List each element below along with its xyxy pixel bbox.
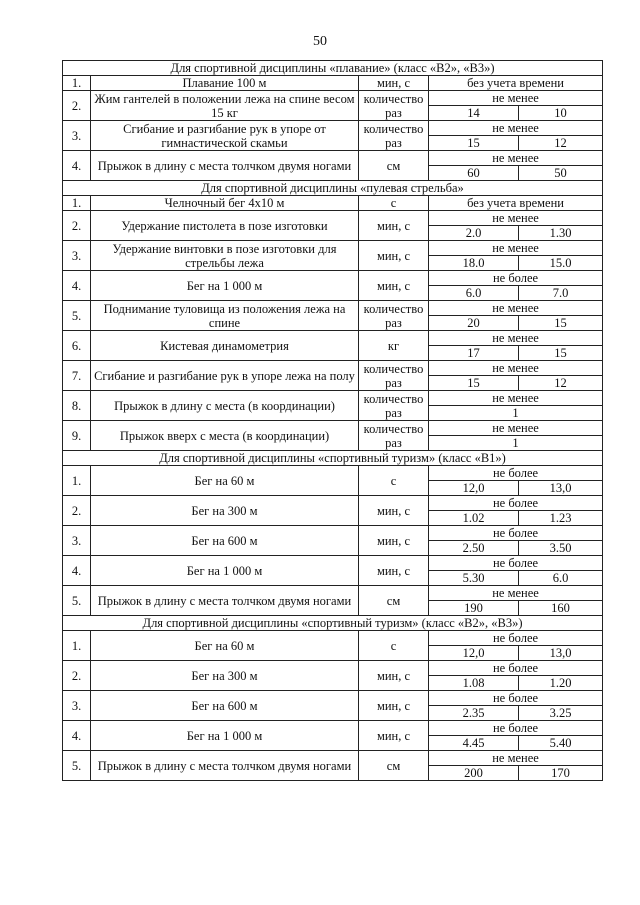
unit-cell: мин, с — [359, 691, 429, 721]
condition-cell: не менее — [429, 421, 603, 436]
condition-cell: не менее — [429, 151, 603, 166]
table-row — [63, 721, 603, 736]
unit-cell: мин, с — [359, 241, 429, 271]
value-cell-a: 2.50 — [429, 541, 519, 556]
exercise-name: Сгибание и разгибание рук в упоре от гимнастической скамьи — [91, 121, 359, 151]
value-cell-b: 15.0 — [519, 256, 603, 271]
value-cell-b: 5.40 — [519, 736, 603, 751]
row-number: 8. — [63, 391, 91, 421]
table-row — [63, 421, 603, 436]
value-cell-a: 20 — [429, 316, 519, 331]
table-row — [63, 91, 603, 106]
condition-cell: не более — [429, 721, 603, 736]
value-cell-a: 2.35 — [429, 706, 519, 721]
unit-cell: мин, с — [359, 211, 429, 241]
unit-cell: мин, с — [359, 76, 429, 91]
row-number: 6. — [63, 331, 91, 361]
row-number: 2. — [63, 211, 91, 241]
value-cell-a: 12,0 — [429, 646, 519, 661]
unit-cell: мин, с — [359, 526, 429, 556]
table-row — [63, 556, 603, 571]
condition-cell: не менее — [429, 211, 603, 226]
exercise-name: Бег на 300 м — [91, 496, 359, 526]
value-cell-b: 12 — [519, 136, 603, 151]
unit-cell: количество раз — [359, 421, 429, 451]
table-row — [63, 271, 603, 286]
standard-cell: без учета времени — [429, 196, 603, 211]
row-number: 3. — [63, 526, 91, 556]
row-number: 4. — [63, 271, 91, 301]
row-number: 1. — [63, 196, 91, 211]
table-row — [63, 391, 603, 406]
exercise-name: Бег на 60 м — [91, 631, 359, 661]
value-cell-a: 5.30 — [429, 571, 519, 586]
table-row — [63, 76, 603, 91]
exercise-name: Удержание пистолета в позе изготовки — [91, 211, 359, 241]
section-title: Для спортивной дисциплины «спортивный туризм» (класс «В1») — [63, 451, 603, 466]
condition-cell: не менее — [429, 391, 603, 406]
table-row — [63, 496, 603, 511]
condition-cell: не более — [429, 556, 603, 571]
row-number: 5. — [63, 301, 91, 331]
unit-cell: с — [359, 196, 429, 211]
condition-cell: не менее — [429, 121, 603, 136]
condition-cell: не менее — [429, 91, 603, 106]
unit-cell: см — [359, 586, 429, 616]
section-header-row — [63, 61, 603, 76]
exercise-name: Бег на 600 м — [91, 691, 359, 721]
value-cell-a: 1.02 — [429, 511, 519, 526]
standard-cell: без учета времени — [429, 76, 603, 91]
section-header-row — [63, 616, 603, 631]
unit-cell: мин, с — [359, 556, 429, 586]
value-cell-b: 12 — [519, 376, 603, 391]
exercise-name: Прыжок в длину с места (в координации) — [91, 391, 359, 421]
table-row — [63, 526, 603, 541]
row-number: 3. — [63, 241, 91, 271]
value-cell-a: 4.45 — [429, 736, 519, 751]
row-number: 1. — [63, 466, 91, 496]
condition-cell: не менее — [429, 301, 603, 316]
table-row — [63, 661, 603, 676]
value-cell: 1 — [429, 406, 603, 421]
condition-cell: не менее — [429, 331, 603, 346]
exercise-name: Жим гантелей в положении лежа на спине весом 15 кг — [91, 91, 359, 121]
unit-cell: количество раз — [359, 91, 429, 121]
value-cell-b: 15 — [519, 316, 603, 331]
condition-cell: не более — [429, 631, 603, 646]
exercise-name: Бег на 1 000 м — [91, 271, 359, 301]
unit-cell: с — [359, 631, 429, 661]
table-row — [63, 211, 603, 226]
value-cell-a: 190 — [429, 601, 519, 616]
unit-cell: см — [359, 751, 429, 781]
row-number: 2. — [63, 496, 91, 526]
exercise-name: Бег на 1 000 м — [91, 721, 359, 751]
value-cell-a: 1.08 — [429, 676, 519, 691]
section-title: Для спортивной дисциплины «спортивный туризм» (класс «В2», «В3») — [63, 616, 603, 631]
exercise-name: Прыжок в длину с места толчком двумя ногами — [91, 586, 359, 616]
unit-cell: количество раз — [359, 301, 429, 331]
condition-cell: не более — [429, 466, 603, 481]
value-cell-a: 15 — [429, 376, 519, 391]
value-cell-b: 3.25 — [519, 706, 603, 721]
unit-cell: с — [359, 466, 429, 496]
section-title: Для спортивной дисциплины «плавание» (класс «В2», «В3») — [63, 61, 603, 76]
exercise-name: Прыжок вверх с места (в координации) — [91, 421, 359, 451]
value-cell-b: 1.30 — [519, 226, 603, 241]
row-number: 5. — [63, 586, 91, 616]
row-number: 7. — [63, 361, 91, 391]
value-cell-a: 18.0 — [429, 256, 519, 271]
exercise-name: Кистевая динамометрия — [91, 331, 359, 361]
condition-cell: не более — [429, 661, 603, 676]
table-row — [63, 631, 603, 646]
value-cell-b: 6.0 — [519, 571, 603, 586]
page-number: 50 — [313, 34, 327, 49]
unit-cell: количество раз — [359, 361, 429, 391]
value-cell-a: 60 — [429, 166, 519, 181]
table-row — [63, 466, 603, 481]
exercise-name: Прыжок в длину с места толчком двумя ногами — [91, 751, 359, 781]
row-number: 4. — [63, 721, 91, 751]
table-row — [63, 301, 603, 316]
row-number: 2. — [63, 91, 91, 121]
value-cell-a: 6.0 — [429, 286, 519, 301]
table-row — [63, 751, 603, 766]
condition-cell: не более — [429, 526, 603, 541]
unit-cell: мин, с — [359, 661, 429, 691]
exercise-name: Удержание винтовки в позе изготовки для стрельбы лежа — [91, 241, 359, 271]
row-number: 3. — [63, 691, 91, 721]
exercise-name: Бег на 300 м — [91, 661, 359, 691]
row-number: 4. — [63, 151, 91, 181]
exercise-name: Бег на 60 м — [91, 466, 359, 496]
value-cell-b: 1.20 — [519, 676, 603, 691]
value-cell: 1 — [429, 436, 603, 451]
unit-cell: мин, с — [359, 496, 429, 526]
unit-cell: мин, с — [359, 721, 429, 751]
value-cell-b: 160 — [519, 601, 603, 616]
value-cell-a: 17 — [429, 346, 519, 361]
table-row — [63, 151, 603, 166]
exercise-name: Челночный бег 4х10 м — [91, 196, 359, 211]
value-cell-b: 3.50 — [519, 541, 603, 556]
condition-cell: не менее — [429, 586, 603, 601]
exercise-name: Поднимание туловища из положения лежа на спине — [91, 301, 359, 331]
exercise-name: Бег на 1 000 м — [91, 556, 359, 586]
row-number: 1. — [63, 631, 91, 661]
row-number: 5. — [63, 751, 91, 781]
table-row — [63, 121, 603, 136]
value-cell-a: 14 — [429, 106, 519, 121]
exercise-name: Сгибание и разгибание рук в упоре лежа на полу — [91, 361, 359, 391]
row-number: 9. — [63, 421, 91, 451]
value-cell-b: 15 — [519, 346, 603, 361]
section-title: Для спортивной дисциплины «пулевая стрельба» — [63, 181, 603, 196]
row-number: 1. — [63, 76, 91, 91]
value-cell-b: 170 — [519, 766, 603, 781]
unit-cell: количество раз — [359, 121, 429, 151]
condition-cell: не более — [429, 271, 603, 286]
exercise-name: Прыжок в длину с места толчком двумя ногами — [91, 151, 359, 181]
condition-cell: не менее — [429, 241, 603, 256]
table-row — [63, 361, 603, 376]
table-row — [63, 586, 603, 601]
table-row — [63, 241, 603, 256]
unit-cell: мин, с — [359, 271, 429, 301]
condition-cell: не менее — [429, 361, 603, 376]
value-cell-a: 2.0 — [429, 226, 519, 241]
standards-table — [62, 60, 603, 781]
exercise-name: Бег на 600 м — [91, 526, 359, 556]
value-cell-b: 13,0 — [519, 646, 603, 661]
value-cell-a: 12,0 — [429, 481, 519, 496]
value-cell-b: 1.23 — [519, 511, 603, 526]
condition-cell: не более — [429, 691, 603, 706]
value-cell-a: 200 — [429, 766, 519, 781]
section-header-row — [63, 451, 603, 466]
value-cell-b: 10 — [519, 106, 603, 121]
value-cell-b: 50 — [519, 166, 603, 181]
unit-cell: количество раз — [359, 391, 429, 421]
row-number: 2. — [63, 661, 91, 691]
section-header-row — [63, 181, 603, 196]
table-row — [63, 196, 603, 211]
value-cell-a: 15 — [429, 136, 519, 151]
row-number: 3. — [63, 121, 91, 151]
condition-cell: не более — [429, 496, 603, 511]
row-number: 4. — [63, 556, 91, 586]
value-cell-b: 7.0 — [519, 286, 603, 301]
unit-cell: см — [359, 151, 429, 181]
value-cell-b: 13,0 — [519, 481, 603, 496]
exercise-name: Плавание 100 м — [91, 76, 359, 91]
table-row — [63, 691, 603, 706]
condition-cell: не менее — [429, 751, 603, 766]
unit-cell: кг — [359, 331, 429, 361]
table-row — [63, 331, 603, 346]
